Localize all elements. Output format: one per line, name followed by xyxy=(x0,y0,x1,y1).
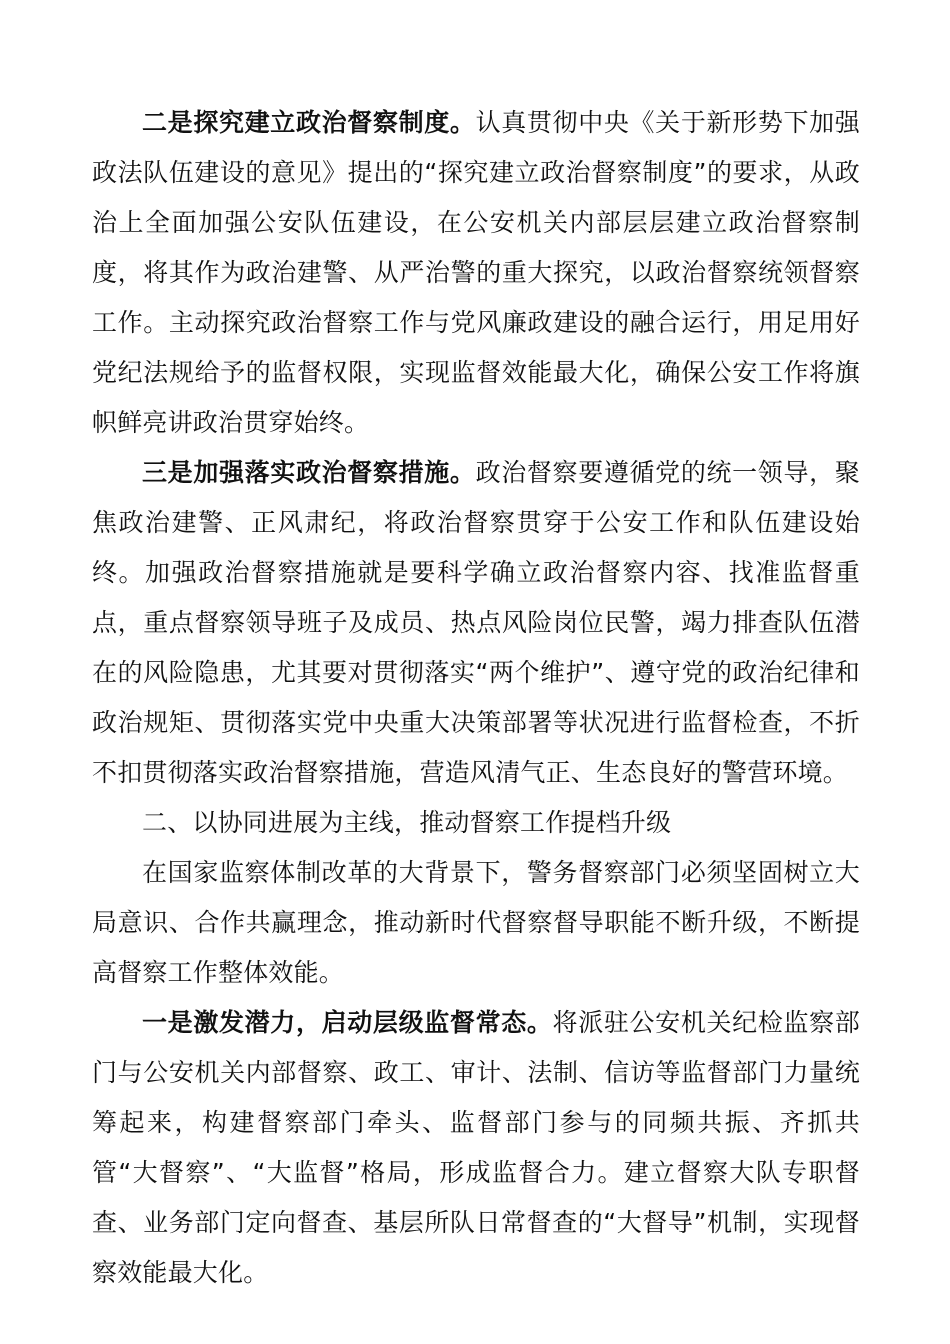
paragraph-lead: 三是加强落实政治督察措施。 xyxy=(142,458,476,487)
paragraph-political-supervision-measures xyxy=(92,448,860,798)
paragraph-text: 政治督察要遵循党的统一领导，聚焦政治建警、正风肃纪，将政治督察贯穿于公安工作和队伍建设始终。加强政治督察措施就是要科学确立政治督察内容、找准监督重点，重点督察领导班子及成员、热点风险岗位民警，竭力排查队伍潜在的风险隐患，尤其要对贯彻落实“两个维护”、遵守党的政治纪律和政治规矩、贯彻落实党中央重大决策部署等状况进行监督检查，不折不扣贯彻落实政治督察措施，营造风清气正、生态良好的警营环境。 xyxy=(92,458,860,787)
paragraph-text: 在国家监察体制改革的大背景下，警务督察部门必须坚固树立大局意识、合作共赢理念，推动新时代督察督导职能不断升级，不断提高督察工作整体效能。 xyxy=(92,858,860,987)
paragraph-reform-background xyxy=(92,848,860,998)
paragraph-political-supervision-system xyxy=(92,98,860,448)
section-heading xyxy=(92,798,860,848)
paragraph-text: 将派驻公安机关纪检监察部门与公安机关内部督察、政工、审计、法制、信访等监督部门力量统筹起来，构建督察部门牵头、监督部门参与的同频共振、齐抓共管“大督察”、“大监督”格局，形成监督合力。建立督察大队专职督查、业务部门定向督查、基层所队日常督查的“大督导”机制，实现督察效能最大化。 xyxy=(92,1008,860,1287)
document-body xyxy=(92,98,860,1298)
section-heading-text: 二、以协同进展为主线，推动督察工作提档升级 xyxy=(142,808,672,837)
paragraph-lead: 二是探究建立政治督察制度。 xyxy=(142,108,476,137)
paragraph-lead: 一是激发潜力，启动层级监督常态。 xyxy=(142,1008,553,1037)
paragraph-hierarchical-supervision xyxy=(92,998,860,1298)
paragraph-text: 认真贯彻中央《关于新形势下加强政法队伍建设的意见》提出的“探究建立政治督察制度”的要求，从政治上全面加强公安队伍建设，在公安机关内部层层建立政治督察制度，将其作为政治建警、从严治警的重大探究，以政治督察统领督察工作。主动探究政治督察工作与党风廉政建设的融合运行，用足用好党纪法规给予的监督权限，实现监督效能最大化，确保公安工作将旗帜鲜亮讲政治贯穿始终。 xyxy=(92,108,860,437)
